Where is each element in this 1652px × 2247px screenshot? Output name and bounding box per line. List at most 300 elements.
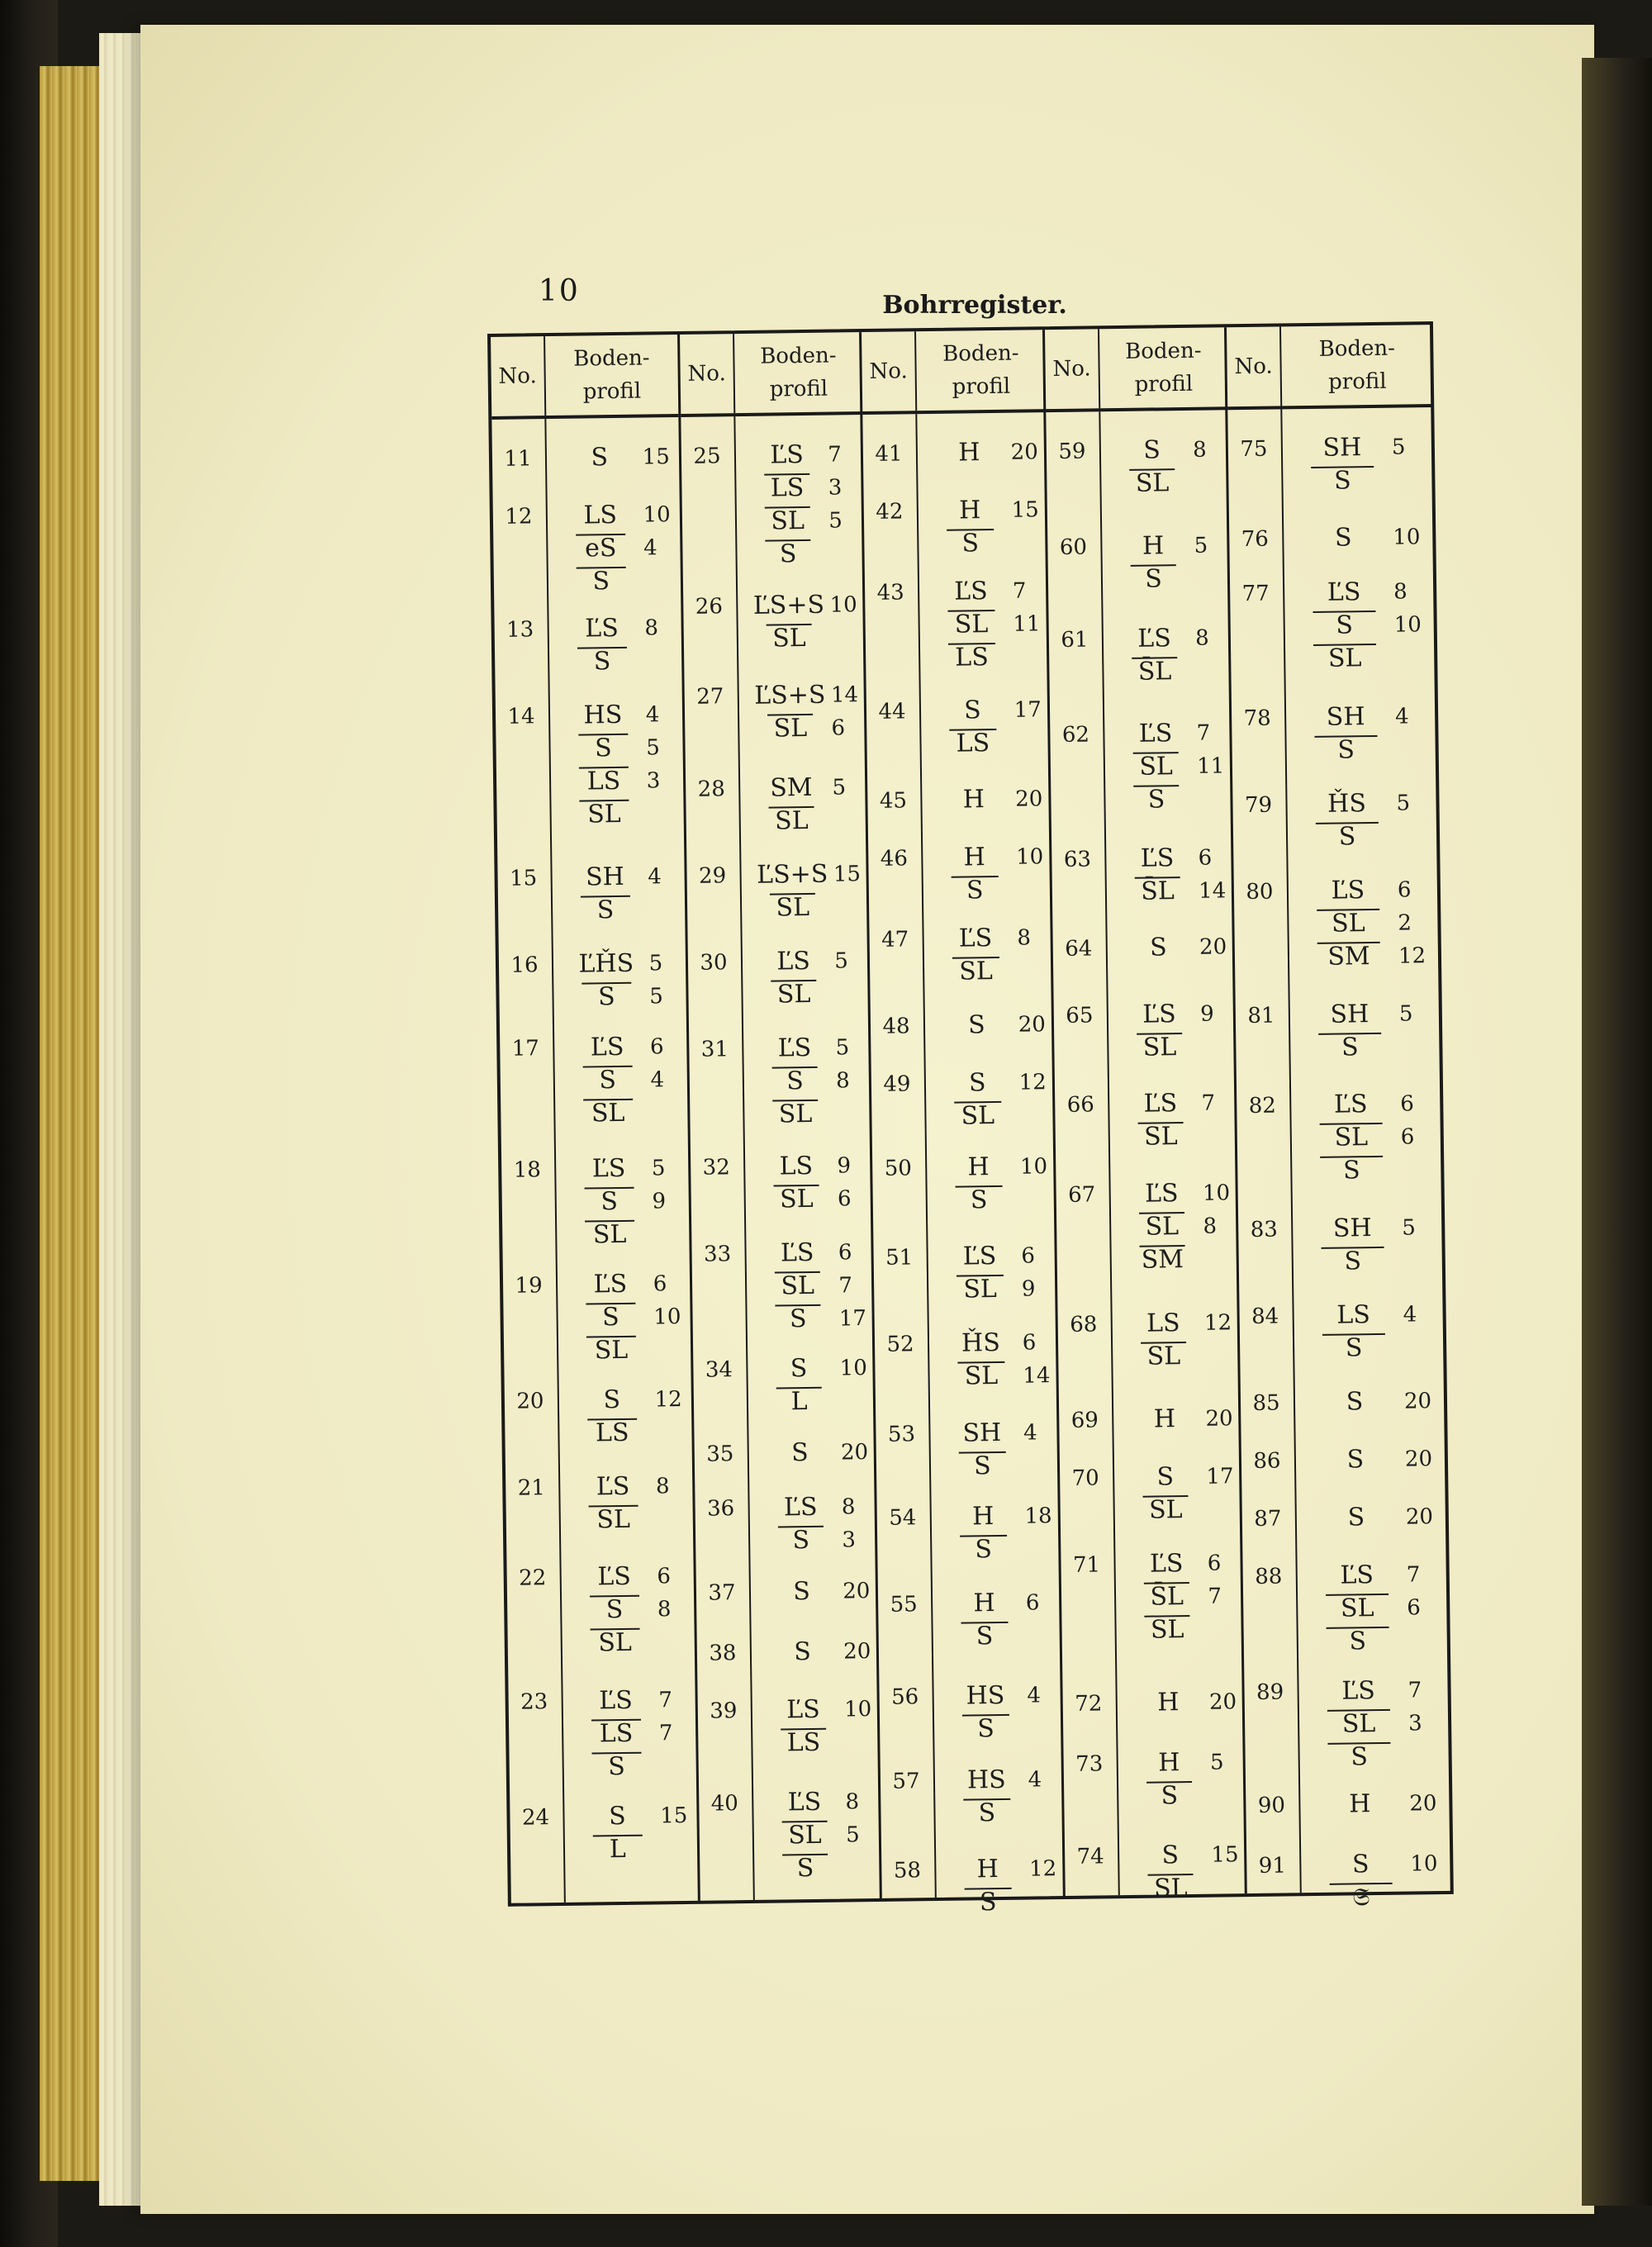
soil-symbol: S <box>591 443 609 473</box>
soil-profile <box>945 1763 1058 1831</box>
soil-profile <box>946 1852 1059 1920</box>
soil-symbol: SL <box>1126 1613 1208 1646</box>
soil-symbol: SL <box>757 1270 839 1304</box>
profile-layer <box>1308 1674 1444 1708</box>
register-entry <box>875 1326 1059 1391</box>
bore-number: 79 <box>1244 792 1273 818</box>
register-entry <box>683 588 866 653</box>
soil-symbol: S <box>563 893 648 927</box>
register-entry <box>500 1030 687 1128</box>
layer-depth: 6 <box>1400 1124 1415 1150</box>
profile-layer <box>754 1064 866 1099</box>
layer-depth: 5 <box>1194 533 1208 558</box>
soil-symbol: SL <box>1120 1120 1203 1154</box>
profile-layer <box>1294 520 1429 555</box>
register-entry <box>871 1066 1056 1131</box>
profile-layer <box>749 711 861 746</box>
profile-layer <box>929 607 1042 642</box>
register-entry <box>1241 1442 1448 1486</box>
soil-symbol: S <box>941 1449 1024 1483</box>
soil-symbol: ĽS+S <box>754 680 826 710</box>
soil-symbol: ĽS <box>787 1787 822 1817</box>
soil-symbol: SL <box>565 1096 651 1130</box>
layer-depth: 9 <box>1199 1001 1214 1027</box>
soil-symbol: S <box>947 1886 1030 1920</box>
profile-layer <box>567 1267 684 1302</box>
bore-number: 36 <box>706 1496 735 1522</box>
profile-layer <box>1129 1871 1241 1906</box>
profile-layer <box>566 1152 682 1186</box>
soil-symbol: ĽS <box>593 1269 628 1299</box>
profile-layer <box>928 493 1042 528</box>
register-entry <box>1049 621 1232 686</box>
soil-symbol: ĽS <box>783 1492 818 1523</box>
soil-profile <box>751 857 862 925</box>
profile-layer <box>1303 1298 1439 1333</box>
layer-depth: 10 <box>839 1356 867 1381</box>
bore-number: 29 <box>698 862 727 889</box>
soil-symbol: LS <box>931 726 1014 760</box>
bore-number: 51 <box>885 1245 914 1271</box>
bore-number: 20 <box>516 1389 544 1414</box>
profile-layer <box>752 891 863 925</box>
register-entry <box>863 435 1047 479</box>
column-group <box>859 330 1066 1917</box>
soil-symbol: S <box>1156 1461 1175 1492</box>
profile-layer <box>939 1326 1052 1361</box>
bore-number: 44 <box>878 698 906 724</box>
layer-depth: 5 <box>1398 1001 1413 1027</box>
profile-layer <box>1300 997 1436 1032</box>
layer-depth: 20 <box>1014 786 1043 812</box>
soil-symbol: LS <box>573 1717 659 1751</box>
soil-symbol: S <box>942 1620 1026 1654</box>
bore-number: 62 <box>1061 722 1090 748</box>
soil-profile <box>558 611 675 679</box>
profile-layer <box>575 1832 691 1867</box>
profile-layer <box>563 893 679 928</box>
soil-symbol: S <box>1115 783 1198 817</box>
layer-depth: 6 <box>831 715 846 741</box>
layer-depth: 8 <box>841 1494 856 1520</box>
bore-number: 41 <box>875 441 903 467</box>
soil-symbol: S <box>1296 733 1396 767</box>
layer-depth: 4 <box>1403 1302 1417 1328</box>
profile-layer <box>1113 621 1225 656</box>
layer-depth: 20 <box>1404 1447 1433 1472</box>
profile-layer <box>944 1712 1057 1746</box>
bore-number: 31 <box>700 1036 729 1062</box>
soil-symbol: SL <box>572 1626 657 1660</box>
column-group <box>677 332 882 1901</box>
profile-layer <box>1121 1209 1232 1244</box>
soil-symbol: S <box>1346 1445 1365 1475</box>
soil-symbol: SL <box>1309 1708 1409 1742</box>
profile-layer <box>932 782 1045 817</box>
register-entry <box>501 1152 689 1250</box>
register-entry <box>878 1586 1062 1651</box>
soil-profile <box>939 1326 1052 1394</box>
soil-symbol: SL <box>1115 750 1198 784</box>
register-entry <box>494 610 681 676</box>
layer-depth: 10 <box>829 592 857 618</box>
group-body <box>1046 410 1246 1903</box>
bore-number: 39 <box>710 1698 738 1724</box>
profile-layer <box>1296 700 1431 734</box>
soil-symbol: SL <box>752 891 834 924</box>
profile-layer <box>764 1851 876 1886</box>
soil-profile <box>1111 433 1222 501</box>
soil-profile <box>1122 1306 1233 1374</box>
soil-symbol: H <box>963 843 986 872</box>
soil-symbol: L <box>758 1385 841 1419</box>
soil-symbol: SL <box>936 1100 1019 1133</box>
layer-depth: 17 <box>838 1306 867 1332</box>
layer-depth: 4 <box>648 863 662 890</box>
bore-number: 70 <box>1071 1465 1099 1491</box>
bore-number: 76 <box>1241 526 1270 552</box>
soil-symbol: SL <box>567 1218 653 1252</box>
layer-depth: 6 <box>1407 1595 1422 1621</box>
soil-symbol: SM <box>1299 939 1399 974</box>
bore-number: 30 <box>700 949 728 976</box>
profile-layer <box>945 1796 1058 1831</box>
soil-profile <box>1298 873 1435 974</box>
soil-symbol: SL <box>929 608 1013 642</box>
bore-number: 86 <box>1253 1448 1281 1474</box>
profile-layer <box>574 1799 691 1834</box>
soil-symbol: ĽS <box>590 1032 624 1062</box>
bore-number: 80 <box>1246 879 1274 905</box>
profile-layer <box>572 1684 689 1718</box>
register-entry <box>696 1574 879 1618</box>
soil-profile <box>748 588 859 656</box>
soil-profile <box>566 1152 683 1252</box>
bore-number: 64 <box>1065 936 1093 962</box>
soil-profile <box>1116 841 1227 909</box>
register-entry <box>877 1499 1061 1565</box>
register-entry <box>1246 1847 1453 1912</box>
layer-depth: 8 <box>1203 1214 1218 1239</box>
profile-layer <box>564 1030 681 1065</box>
layer-depth: 20 <box>840 1439 869 1466</box>
register-entry <box>872 1150 1056 1214</box>
soil-symbol: ĽS+S <box>756 859 828 890</box>
soil-symbol: ĽS <box>1143 1089 1178 1119</box>
layer-depth: 20 <box>1199 934 1227 960</box>
profile-layer <box>561 764 677 799</box>
soil-profile <box>1124 1460 1236 1527</box>
group-header <box>862 330 1046 415</box>
soil-symbol: S <box>1143 435 1161 465</box>
layer-depth: 12 <box>1028 1856 1057 1882</box>
bore-number: 14 <box>507 703 535 729</box>
soil-symbol: S̄L <box>1126 1580 1208 1613</box>
layer-depth: 10 <box>1019 1153 1048 1180</box>
profile-layer <box>748 621 860 656</box>
bore-number: 28 <box>697 776 725 802</box>
bore-number: 55 <box>890 1592 918 1618</box>
register-entry <box>1241 1385 1447 1428</box>
bore-number: 68 <box>1070 1312 1098 1337</box>
soil-profile <box>755 1149 866 1217</box>
profile-layer <box>1120 1176 1232 1211</box>
soil-symbol: HS <box>966 1765 1006 1795</box>
profile-layer <box>929 574 1042 609</box>
bore-number: 47 <box>881 927 909 952</box>
profile-layer <box>569 1383 686 1418</box>
layer-depth: 6 <box>1022 1330 1037 1356</box>
soil-symbol: SL <box>748 622 831 656</box>
layer-depth: 5 <box>828 508 843 534</box>
register-entry <box>691 1236 874 1334</box>
profile-layer <box>567 1185 683 1219</box>
layer-depth: 8 <box>657 1596 672 1622</box>
bore-number: 90 <box>1257 1793 1286 1818</box>
bore-number: 43 <box>876 580 904 606</box>
soil-profile <box>557 440 673 475</box>
soil-symbol: ĽS+S <box>752 590 825 620</box>
profile-layer <box>1302 1153 1437 1188</box>
bore-number: 18 <box>513 1157 541 1183</box>
layer-depth: 15 <box>833 861 862 887</box>
soil-profile <box>563 947 680 1014</box>
profile-layer <box>1303 1244 1439 1279</box>
soil-symbol: S <box>1302 1153 1402 1188</box>
bore-number: 65 <box>1066 1002 1094 1028</box>
register-entry <box>699 1785 881 1884</box>
profile-layer <box>1120 1119 1232 1154</box>
layer-depth: 14 <box>830 682 859 708</box>
register-entry <box>686 771 868 835</box>
soil-symbol: LS <box>930 641 1014 675</box>
group-body <box>491 417 697 1903</box>
profile-layer <box>1311 1847 1446 1882</box>
soil-symbol: ĽS <box>585 613 619 643</box>
soil-symbol: H <box>962 785 985 815</box>
soil-symbol: H <box>1157 1687 1180 1717</box>
register-entry <box>506 1470 693 1535</box>
profile-layer <box>1306 1442 1441 1477</box>
bore-number: 77 <box>1241 581 1270 607</box>
bore-number: 24 <box>521 1805 550 1831</box>
profile-layer <box>1118 1030 1230 1065</box>
register-entry <box>1243 1558 1450 1656</box>
soil-symbol: H <box>958 496 981 525</box>
profile-layer <box>931 726 1044 761</box>
soil-symbol: SL <box>747 505 829 539</box>
bore-number: 16 <box>510 952 539 978</box>
soil-profile <box>746 438 858 572</box>
profile-layer <box>755 1149 866 1184</box>
layer-depth: 15 <box>1211 1842 1239 1868</box>
register-entry <box>698 1693 881 1758</box>
soil-symbol: SL <box>1124 1493 1207 1527</box>
soil-profile <box>560 698 677 832</box>
soil-symbol: ĽS <box>962 1242 997 1271</box>
layer-depth: 5 <box>651 1156 666 1181</box>
profile-layer <box>747 504 858 539</box>
layer-depth: 12 <box>1203 1310 1232 1336</box>
register-entry <box>1246 1786 1452 1830</box>
bore-number: 46 <box>880 846 909 872</box>
profile-layer <box>573 1750 690 1784</box>
layer-depth: 7 <box>1408 1678 1422 1703</box>
soil-symbol: S <box>1304 1332 1404 1366</box>
profile-layer <box>1115 749 1227 784</box>
soil-profile <box>761 1575 872 1609</box>
soil-symbol: ȞS <box>1327 788 1367 819</box>
profile-layer <box>1308 1558 1443 1593</box>
layer-depth: 5 <box>845 1822 860 1848</box>
layer-depth: 5 <box>646 734 661 761</box>
layer-depth: 5 <box>834 948 848 974</box>
register-entry <box>867 782 1051 826</box>
soil-profile <box>762 1693 874 1760</box>
soil-symbol: H <box>971 1502 995 1532</box>
soil-symbol: SL <box>568 1333 654 1367</box>
layer-depth: 4 <box>643 535 657 561</box>
register-entry <box>1239 1298 1446 1363</box>
soil-symbol: SH <box>1332 1214 1372 1243</box>
running-head: Bohrregister. <box>882 291 1067 320</box>
profile-layer <box>942 1499 1055 1534</box>
profile-layer <box>759 1490 871 1525</box>
profile-layer <box>945 1763 1058 1798</box>
layer-depth: 6 <box>657 1563 672 1589</box>
soil-symbol: SL <box>938 1273 1022 1307</box>
soil-profile <box>1123 1402 1235 1437</box>
register-entry <box>881 1852 1066 1917</box>
profile-layer <box>942 1619 1056 1654</box>
profile-layer <box>1293 430 1428 465</box>
group-header <box>1045 327 1227 412</box>
register-entry <box>866 693 1051 758</box>
profile-layer <box>749 678 861 713</box>
profile-layer <box>936 1066 1049 1100</box>
soil-symbol: S <box>1351 1850 1370 1879</box>
header-bodenprofil: Boden- profil <box>573 345 650 405</box>
soil-profile <box>1307 1500 1442 1535</box>
profile-layer <box>757 1302 868 1337</box>
layer-depth: 18 <box>1024 1504 1052 1529</box>
profile-layer <box>1123 1339 1234 1374</box>
soil-profile <box>940 1416 1053 1484</box>
soil-symbol: S <box>1334 522 1352 553</box>
register-entry <box>1061 1546 1243 1645</box>
profile-layer <box>572 1592 688 1627</box>
profile-layer <box>560 698 676 733</box>
bore-number: 71 <box>1072 1551 1101 1578</box>
soil-symbol: SL <box>1295 642 1395 677</box>
profile-layer <box>567 1300 684 1335</box>
layer-depth: 8 <box>1192 437 1207 463</box>
soil-profile <box>756 1236 868 1337</box>
soil-symbol: SL <box>750 804 833 838</box>
register-entry <box>873 1239 1057 1304</box>
register-entry <box>1050 716 1232 815</box>
profile-layer <box>1294 575 1430 610</box>
register-entry <box>865 574 1049 672</box>
profile-layer <box>1116 841 1227 876</box>
profile-layer <box>747 537 858 572</box>
layer-depth: 4 <box>1394 703 1409 729</box>
profile-layer <box>560 731 676 766</box>
register-entry <box>1228 430 1435 496</box>
profile-layer <box>750 804 862 838</box>
profile-layer <box>930 640 1043 675</box>
bore-number: 42 <box>876 499 904 525</box>
soil-profile <box>1294 575 1431 676</box>
soil-profile <box>1297 786 1432 854</box>
profile-layer <box>567 1218 683 1252</box>
layer-depth: 8 <box>644 615 659 641</box>
profile-layer <box>1128 1779 1240 1813</box>
soil-symbol: S <box>603 1385 621 1415</box>
register-entry <box>506 1559 694 1657</box>
profile-layer <box>928 435 1041 470</box>
bore-number: 83 <box>1250 1217 1279 1243</box>
bore-number: 75 <box>1240 436 1268 463</box>
soil-profile <box>1119 1086 1231 1154</box>
soil-profile <box>1113 621 1225 689</box>
soil-symbol: ĽS <box>1333 1089 1368 1119</box>
profile-layer <box>1115 782 1227 817</box>
soil-symbol: ĽS <box>958 924 993 953</box>
soil-profile <box>757 1352 869 1419</box>
register-entry <box>496 697 683 829</box>
profile-layer <box>557 440 673 475</box>
layer-depth: 6 <box>1025 1590 1040 1616</box>
soil-symbol: LS <box>569 1416 655 1450</box>
soil-profile <box>1310 1786 1446 1821</box>
register-entry <box>1232 699 1438 765</box>
layer-depth: 8 <box>835 1067 850 1094</box>
profile-layer <box>759 1436 871 1470</box>
soil-profile <box>1114 716 1227 817</box>
register-entry <box>1055 1086 1237 1152</box>
soil-symbol: S <box>1113 562 1195 596</box>
bore-number: 32 <box>702 1155 730 1181</box>
layer-depth: 8 <box>1017 925 1032 951</box>
soil-symbol: ĽS <box>776 946 811 976</box>
profile-layer <box>565 1063 681 1098</box>
soil-profile <box>762 1635 873 1670</box>
register-entry <box>876 1416 1060 1480</box>
bore-number: 23 <box>520 1689 548 1715</box>
column-group <box>1042 327 1247 1903</box>
soil-symbol: S <box>747 538 829 572</box>
profile-layer <box>1312 1880 1447 1915</box>
bore-number: 84 <box>1251 1304 1279 1329</box>
profile-layer <box>1303 1211 1438 1246</box>
soil-symbol: H <box>1142 530 1165 561</box>
soil-symbol: ĽS <box>591 1153 626 1184</box>
soil-symbol: L <box>575 1832 661 1866</box>
soil-symbol: SL <box>1298 906 1398 941</box>
layer-depth: 6 <box>653 1271 667 1297</box>
soil-symbol: HS <box>966 1680 1005 1711</box>
soil-profile <box>1129 1838 1241 1906</box>
soil-symbol: ĽS <box>780 1238 814 1268</box>
bore-number: 40 <box>710 1791 739 1817</box>
layer-depth: 8 <box>1393 579 1408 605</box>
bore-number: 72 <box>1075 1690 1103 1717</box>
profile-layer <box>1111 466 1222 501</box>
book-cover-edge <box>1582 58 1652 2206</box>
bohrregister-table <box>487 321 1454 1917</box>
group-header <box>680 332 862 417</box>
